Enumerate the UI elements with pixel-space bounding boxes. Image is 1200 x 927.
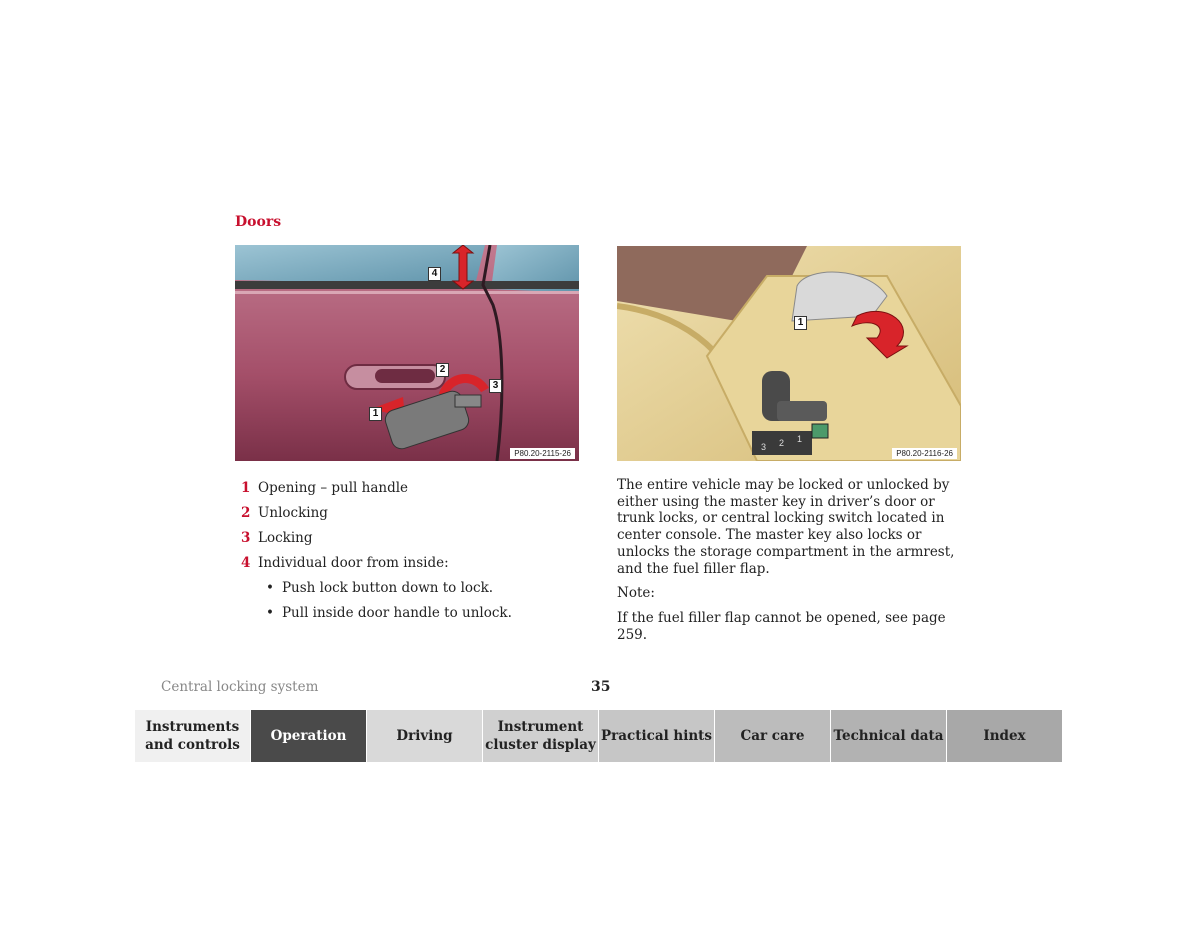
figure-legend (241, 476, 601, 626)
section-title: Doors (235, 214, 282, 230)
legend-number: 3 (241, 530, 251, 546)
callout-2: 2 (436, 363, 449, 377)
legend-number: 4 (241, 555, 251, 571)
legend-item (241, 476, 601, 501)
legend-item (241, 526, 601, 551)
legend-item (241, 501, 601, 526)
legend-item (241, 551, 601, 576)
tab-instruments-and-controls[interactable]: Instruments and controls (135, 710, 250, 762)
body-paragraph: The entire vehicle may be locked or unlocked by either using the master key in driver’s door or trunk locks, or central locking switch located in center console. The master key also locks or unlocks the storage compartment in the armrest, and the fuel filler flap. (617, 477, 955, 577)
tab-index[interactable]: Index (947, 710, 1062, 762)
note-label: Note: (617, 585, 655, 602)
footer-section-title: Central locking system (161, 679, 319, 695)
door-exterior-illustration (235, 245, 579, 461)
legend-text: Individual door from inside: (258, 555, 449, 571)
callout-4: 4 (428, 267, 441, 281)
interior-armrest-drawing (617, 246, 961, 461)
tab-driving[interactable]: Driving (367, 710, 482, 762)
note-text: If the fuel filler flap cannot be opened, see page 259. (617, 609, 946, 643)
figure-code-right: P80.20-2116-26 (892, 448, 957, 459)
switch-label-1: 1 (797, 434, 803, 444)
callout-3: 3 (489, 379, 502, 393)
switch-label-2: 2 (779, 438, 785, 448)
legend-number: 2 (241, 505, 251, 521)
figure-code-left: P80.20-2115-26 (510, 448, 575, 459)
interior-armrest-illustration (617, 246, 961, 461)
legend-bullet: • Pull inside door handle to unlock. (241, 601, 601, 626)
callout-1: 1 (369, 407, 382, 421)
legend-number: 1 (241, 480, 251, 496)
legend-text: Unlocking (258, 505, 328, 521)
switch-label-3: 3 (761, 442, 767, 452)
tab-practical-hints[interactable]: Practical hints (599, 710, 714, 762)
legend-text: Locking (258, 530, 313, 546)
tab-car-care[interactable]: Car care (715, 710, 830, 762)
tab-operation[interactable]: Operation (251, 710, 366, 762)
tab-technical-data[interactable]: Technical data (831, 710, 946, 762)
tab-instrument-cluster-display[interactable]: Instrument cluster display (483, 710, 598, 762)
legend-bullet: • Push lock button down to lock. (241, 576, 601, 601)
callout-1-right: 1 (794, 316, 807, 330)
door-exterior-drawing (235, 245, 579, 461)
body-text (617, 477, 967, 651)
chapter-tabs (135, 710, 1064, 762)
legend-text: Opening – pull handle (258, 480, 409, 496)
page-number: 35 (591, 679, 611, 695)
